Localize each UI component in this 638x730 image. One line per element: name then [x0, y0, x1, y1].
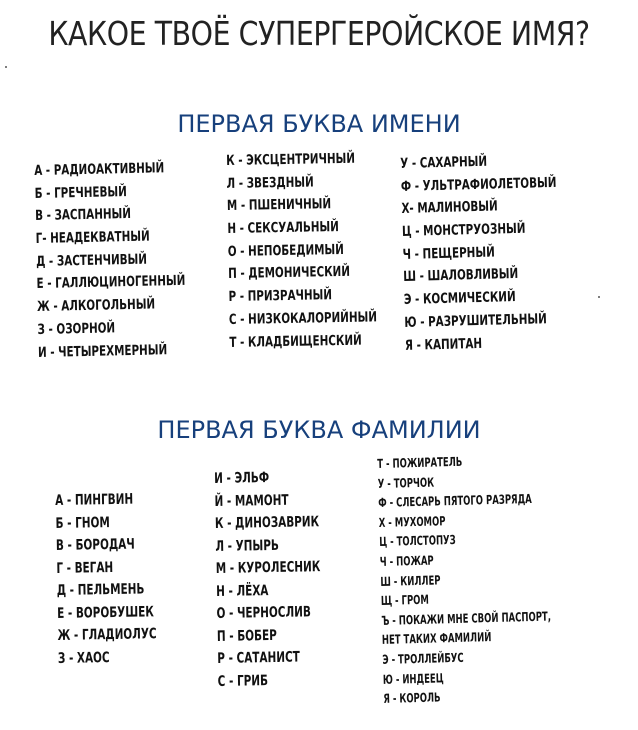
list-item: И - ЧЕТЫРЕХМЕРНЫЙ [37, 341, 168, 361]
list-item: Т - ПОЖИРАТЕЛЬ [377, 453, 463, 471]
list-item: Э - ТРОЛЛЕЙБУС [382, 649, 464, 667]
list-item: Й - МАМОНТ [214, 492, 289, 510]
list-item: Ф - УЛЬТРАФИОЛЕТОВЫЙ [400, 174, 557, 195]
list-item: Б - ГНОМ [55, 514, 110, 532]
list-item: Ц - МОНСТРУОЗНЫЙ [401, 220, 526, 241]
list-item: Н - ЛЁХА [216, 582, 269, 600]
list-item: Ч - ПОЖАР [379, 552, 434, 569]
last-name-column-2 [214, 465, 363, 693]
first-name-column-3 [400, 147, 615, 357]
list-item: О - НЕПОБЕДИМЫЙ [227, 241, 345, 260]
list-item: Г - ВЕГАН [56, 559, 114, 577]
list-item: П - БОБЕР [216, 627, 277, 645]
list-item: А - ПИНГВИН [55, 491, 134, 509]
list-item: Ж - ГЛАДИОЛУС [57, 626, 157, 644]
first-name-column-2 [226, 147, 430, 355]
list-item: В - БОРОДАЧ [55, 536, 135, 554]
list-item: Э - КОСМИЧЕСКИЙ [403, 289, 516, 309]
list-item: С - ГРИБ [217, 672, 269, 690]
list-item: Щ - ГРОМ [380, 591, 430, 609]
speck-mark [5, 66, 7, 68]
speck-mark [598, 296, 600, 298]
list-item: Г- НЕАДЕКВАТНЫЙ [35, 228, 150, 248]
list-item: Я - КАПИТАН [404, 335, 483, 354]
list-item: Х - МУХОМОР [378, 513, 446, 530]
list-item: Е - ГАЛЛЮЦИНОГЕННЫЙ [36, 273, 186, 293]
list-item: Д - ЗАСТЕНЧИВЫЙ [35, 251, 148, 270]
list-item: Ч - ПЕЩЕРНЫЙ [402, 244, 495, 263]
list-item: У - САХАРНЫЙ [400, 153, 488, 172]
list-item: З - ОЗОРНОЙ [37, 320, 116, 338]
page-title: КАКОЕ ТВОЁ СУПЕРГЕРОЙСКОЕ ИМЯ? [48, 14, 590, 53]
list-item: У - ТОРЧОК [377, 474, 435, 491]
list-item: Р - САТАНИСТ [217, 649, 300, 667]
list-item: Т - КЛАДБИЩЕНСКИЙ [229, 332, 362, 351]
first-name-column-1 [34, 156, 239, 364]
list-item: Х- МАЛИНОВЫЙ [401, 198, 498, 218]
list-item: Д - ПЕЛЬМЕНЬ [56, 581, 145, 599]
list-item: П - ДЕМОНИЧЕСКИЙ [228, 264, 351, 283]
list-item: Ж - АЛКОГОЛЬНЫЙ [36, 296, 156, 316]
list-item: К - ЭКСЦЕНТРИЧНЫЙ [226, 150, 356, 169]
list-item: З - ХАОС [57, 649, 110, 667]
list-item: Ц - ТОЛСТОПУЗ [379, 532, 456, 550]
last-name-column-1 [55, 488, 196, 670]
list-item: С - НИЗКОКАЛОРИЙНЫЙ [228, 309, 378, 328]
list-item: К - ДИНОЗАВРИК [214, 514, 320, 532]
list-item: Ю - РАЗРУШИТЕЛЬНЫЙ [404, 311, 548, 331]
list-item: Р - ПРИЗРАЧНЫЙ [228, 287, 333, 306]
last-name-heading: ПЕРВАЯ БУКВА ФАМИЛИИ [157, 416, 481, 444]
list-item: Л - ЗВЕЗДНЫЙ [226, 174, 314, 192]
list-item: Ш - ШАЛОВЛИВЫЙ [403, 266, 519, 286]
list-item: Ф - СЛЕСАРЬ ПЯТОГО РАЗРЯДА [378, 491, 532, 511]
list-item: В - ЗАСПАННЫЙ [35, 206, 132, 225]
list-item: Ш - КИЛЛЕР [380, 571, 441, 589]
list-item: Н - СЕКСУАЛЬНЫЙ [227, 219, 340, 238]
last-name-column-3 [377, 447, 633, 708]
list-item: И - ЭЛЬФ [214, 470, 270, 487]
list-item: НЕТ ТАКИХ ФАМИЛИЙ [381, 629, 492, 648]
list-item: Ю - ИНДЕЕЦ [382, 669, 444, 687]
list-item: М - КУРОЛЕСНИК [215, 559, 321, 577]
list-item: Ъ - ПОКАЖИ МНЕ СВОЙ ПАСПОРТ, [381, 608, 552, 628]
list-item: Б - ГРЕЧНЕВЫЙ [34, 183, 127, 202]
list-item: М - ПШЕНИЧНЫЙ [226, 196, 332, 215]
list-item: О - ЧЕРНОСЛИВ [216, 604, 312, 622]
list-item: А - РАДИОАКТИВНЫЙ [34, 160, 165, 179]
list-item: Е - ВОРОБУШЕК [57, 603, 154, 622]
list-item: Л - УПЫРЬ [215, 537, 279, 555]
first-name-heading: ПЕРВАЯ БУКВА ИМЕНИ [177, 110, 461, 138]
list-item: Я - КОРОЛЬ [383, 689, 441, 707]
